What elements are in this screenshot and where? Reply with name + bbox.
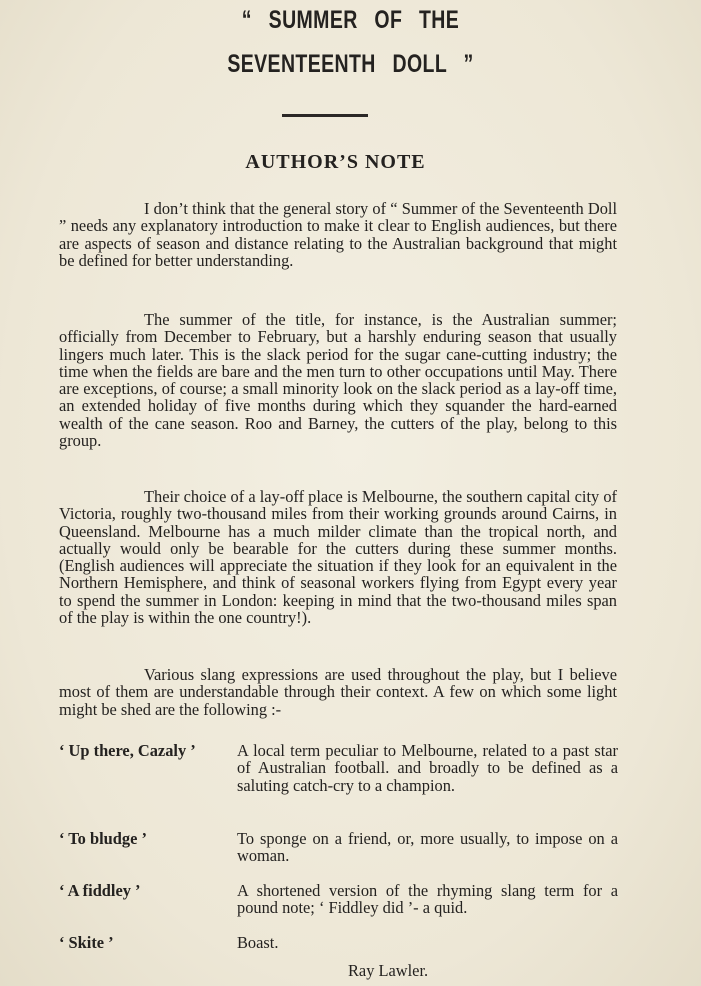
section-heading: AUTHOR’S NOTE bbox=[245, 151, 426, 173]
glossary-term-3: ‘ A fiddley ’ bbox=[59, 881, 141, 900]
glossary-term-4: ‘ Skite ’ bbox=[59, 933, 114, 952]
glossary-term-1: ‘ Up there, Cazaly ’ bbox=[59, 741, 196, 760]
title-line-2: SEVENTEENTH DOLL ” bbox=[227, 50, 474, 78]
glossary-definition-4: Boast. bbox=[237, 933, 279, 952]
paragraph-3: Their choice of a lay-off place is Melbourne, the southern capital city of Victoria, roughly two-thousand miles from their working grounds around Cairns, in Queensland. Melbourne has a much milder climate than the tropical north, and actually would only be bearable for the cutters during these summer months. (English audiences will appreciate the situation if they look for an equivalent in the Northern Hemisphere, and think of seasonal workers flying from Egypt every year to spend the summer in London: keeping in mind that the two-thousand miles span of the play is within the one country!). bbox=[59, 487, 617, 628]
title-line-1: “ SUMMER OF THE bbox=[241, 6, 460, 34]
paragraph-2: The summer of the title, for instance, is the Australian summer; officially from December to February, but a harshly enduring season that usually lingers much later. This is the slack period for the sugar cane-cutting industry; the time when the fields are bare and the men turn to other occupations until May. There are exceptions, of course; a small minority look on the slack period as a lay-off time, an extended holiday of five months during which they squander the hard-earned wealth of the cane season. Roo and Barney, the cutters of the play, belong to this group. bbox=[59, 310, 617, 451]
glossary-definition-2: To sponge on a friend, or, more usually, to impose on a woman. bbox=[237, 829, 618, 866]
glossary-definition-1: A local term peculiar to Melbourne, related to a past star of Australian football. and broadly to be defined as a saluting catch-cry to a champion. bbox=[237, 741, 618, 795]
title-divider bbox=[282, 114, 368, 117]
glossary-term-2: ‘ To bludge ’ bbox=[59, 829, 147, 848]
paragraph-4: Various slang expressions are used throughout the play, but I believe most of them are understandable through their context. A few on which some light might be shed are the following :- bbox=[59, 665, 617, 719]
author-signature: Ray Lawler. bbox=[348, 961, 429, 980]
paragraph-1: I don’t think that the general story of “ Summer of the Seventeenth Doll ” needs any explanatory introduction to make it clear to English audiences, but there are aspects of season and distance relating to the Australian background that might be defined for better understanding. bbox=[59, 199, 617, 270]
glossary-definition-3: A shortened version of the rhyming slang term for a pound note; ‘ Fiddley did ’- a quid. bbox=[237, 881, 618, 918]
